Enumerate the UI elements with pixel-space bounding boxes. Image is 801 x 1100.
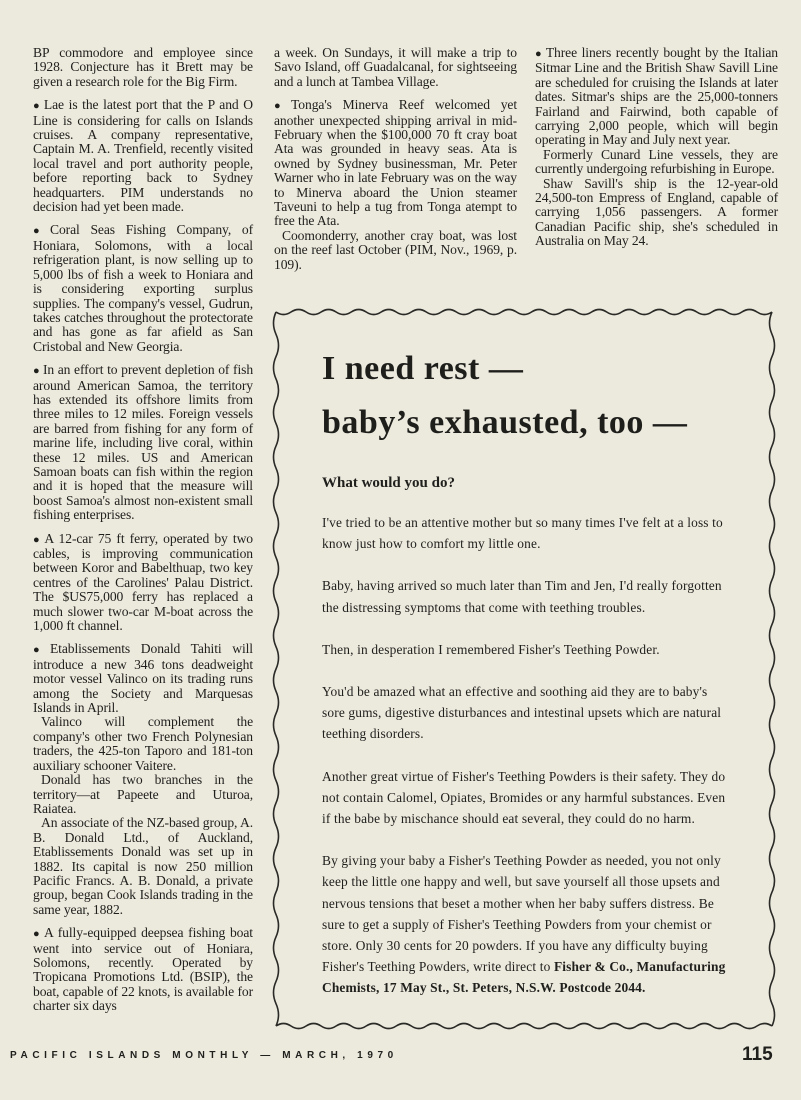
news-item-text: Donald has two branches in the territory—at Papeete and Uturoa, Raiatea.: [33, 772, 253, 816]
bullet-icon: ●: [535, 48, 543, 60]
bullet-icon: ●: [33, 225, 47, 238]
news-item: [33, 363, 253, 522]
ad-subhead: What would you do?: [322, 475, 455, 491]
news-item: [274, 229, 517, 272]
news-item-text: Tonga's Minerva Reef welcomed yet another unexpected shipping arrival in mid-February when the $100,000 70 ft cray boat Ata was grounded in heavy seas. Ata is owned by Sydney businessman, Mr. Peter Warner who in late February was on the way to Minerva aboard the Union steamer Taveuni to help a tug from Tonga atempt to free the Ata.: [274, 97, 518, 229]
bullet-icon: ●: [33, 644, 47, 657]
news-item: [33, 642, 253, 715]
news-item-text: Three liners recently bought by the Italian Sitmar Line and the British Shaw Savill Line are scheduled for cruising the Islands at later dates. Sitmar's ships are the 25,000-tonners Fairland and Fairwind, both capable of carrying 2,000 people, which will begin operating in May and July next year.: [535, 45, 779, 148]
news-item-text: Formerly Cunard Line vessels, they are currently undergoing refurbishing in Europe.: [535, 146, 778, 177]
news-item: [33, 816, 253, 917]
news-item-text: Coral Seas Fishing Company, of Honiara, Solomons, with a local refrigeration plant, is now selling up to 5,000 lbs of fish a week to Honiara and is considering exporting surplus supplies. The company's vessel, Gudrun, takes catches throughout the protectorate and has gone as far afield as San Cristobal and New Georgia.: [33, 222, 253, 354]
article-column-1: [33, 46, 253, 1023]
news-item-text: An associate of the NZ-based group, A. B. Donald Ltd., of Auckland, Etablissements Donald was set up in 1882. Its capital is now 250 million Pacific Francs. A. B. Donald, a private group, began Cook Islands trading in the same year, 1882.: [33, 815, 253, 917]
ad-paragraph-final: [322, 850, 726, 998]
news-item: [535, 148, 778, 177]
article-column-2: [274, 46, 517, 281]
ad-headline-line-1: I need rest —: [322, 350, 524, 387]
news-item-text: Shaw Savill's ship is the 12-year-old 24,500-ton Empress of England, capable of carrying 1,056 passengers. A former Canadian Pacific ship, she's scheduled in Australia on May 24.: [535, 175, 778, 249]
bullet-icon: ●: [33, 928, 41, 941]
article-column-3: [535, 46, 778, 258]
bullet-icon: ●: [33, 533, 42, 546]
running-footer: PACIFIC ISLANDS MONTHLY — MARCH, 1970: [10, 1050, 398, 1061]
ad-final-text: By giving your baby a Fisher's Teething Powder as needed, you not only keep the little one happy and well, but save yourself all those upsets and nervous tensions that beset a mother when her baby suffers distress. Be sure to get a supply of Fisher's Teething Powders from your chemist or store. Only 30 cents for 20 powders. If you have any difficulty buying Fisher's Teething Powders, write direct to: [322, 853, 721, 975]
news-item: [33, 773, 253, 816]
news-item: [33, 46, 253, 89]
news-item: [33, 223, 253, 354]
ad-paragraph: You'd be amazed what an effective and soothing aid they are to baby's sore gums, digestive disturbances and intestinal upsets which are natural teething disorders.: [322, 684, 722, 742]
news-item: [535, 46, 778, 148]
news-item: [33, 532, 253, 634]
news-item: [274, 46, 517, 89]
news-item-text: Etablissements Donald Tahiti will introduce a new 346 tons deadweight motor vessel Valinco on its trading runs among the Society and Marquesas Islands in April.: [33, 641, 253, 716]
news-item-text: Valinco will complement the company's other two French Polynesian traders, the 425-ton Taporo and 181-ton auxiliary schooner Vaitere.: [33, 714, 253, 773]
ad-paragraph: Another great virtue of Fisher's Teething Powders is their safety. They do not contain Calomel, Opiates, Bromides or any harmful substances. Even if the babe by mischance should eat several, they could do no harm.: [322, 768, 726, 827]
news-item-text: a week. On Sundays, it will make a trip to Savo Island, off Guadalcanal, for sightseeing and a lunch at Tambea Village.: [274, 45, 517, 89]
page-number: 115: [742, 1044, 773, 1065]
ad-headline-line-2: baby’s exhausted, too —: [322, 404, 688, 441]
ad-address: Fisher & Co., Manufacturing Chemists, 17 May St., St. Peters, N.S.W. Postcode 2044.: [322, 959, 726, 996]
news-item-text: A fully-equipped deepsea fishing boat went into service out of Honiara, Solomons, recently. Operated by Tropicana Promotions Ltd. (BSIP), the boat, capable of 22 knots, is available for charter six days: [33, 925, 253, 1014]
news-item: [33, 926, 253, 1013]
bullet-icon: ●: [274, 100, 289, 113]
news-item: [33, 715, 253, 773]
news-item-text: In an effort to prevent depletion of fish around American Samoa, the territory has extended its offshore limits from three miles to 12 miles. Foreign vessels are barred from fishing for any form of marine life, including live coral, within these 12 miles. US and American Samoan boats can fish within the region and it is hoped that the measure will boost Samoa's almost non-existent small fishing enterprises.: [33, 362, 254, 523]
bullet-icon: ●: [33, 100, 41, 113]
news-item: [535, 177, 778, 249]
ad-paragraph: I've tried to be an attentive mother but so many times I've felt at a loss to know just how to comfort my little one.: [322, 515, 723, 552]
news-item-text: BP commodore and employee since 1928. Conjecture has it Brett may be given a research role for the Big Firm.: [33, 45, 253, 89]
news-item-text: A 12-car 75 ft ferry, operated by two cables, is improving communication between Koror and Babelthuap, two key centres of the Carolines' Palau District. The $US75,000 ferry has replaced a much slower two-car M-boat across the 1,000 ft channel.: [33, 530, 253, 634]
ad-paragraph: Baby, having arrived so much later than Tim and Jen, I'd really forgotten the distressing symptoms that come with teething troubles.: [322, 578, 722, 615]
news-item: [33, 98, 253, 214]
news-item-text: Coomonderry, another cray boat, was lost on the reef last October (PIM, Nov., 1969, p. 109).: [274, 227, 517, 272]
ad-paragraph: Then, in desperation I remembered Fisher's Teething Powder.: [322, 641, 660, 657]
bullet-icon: ●: [33, 365, 40, 378]
ad-body: [322, 512, 726, 1020]
news-item-text: Lae is the latest port that the P and O Line is considering for calls on Islands cruises. A company representative, Captain M. A. Trenfield, recently visited local travel and port authority people, before reporting back to Sydney headquarters. PIM understands no decision had yet been made.: [33, 97, 254, 215]
news-item: [274, 98, 517, 229]
